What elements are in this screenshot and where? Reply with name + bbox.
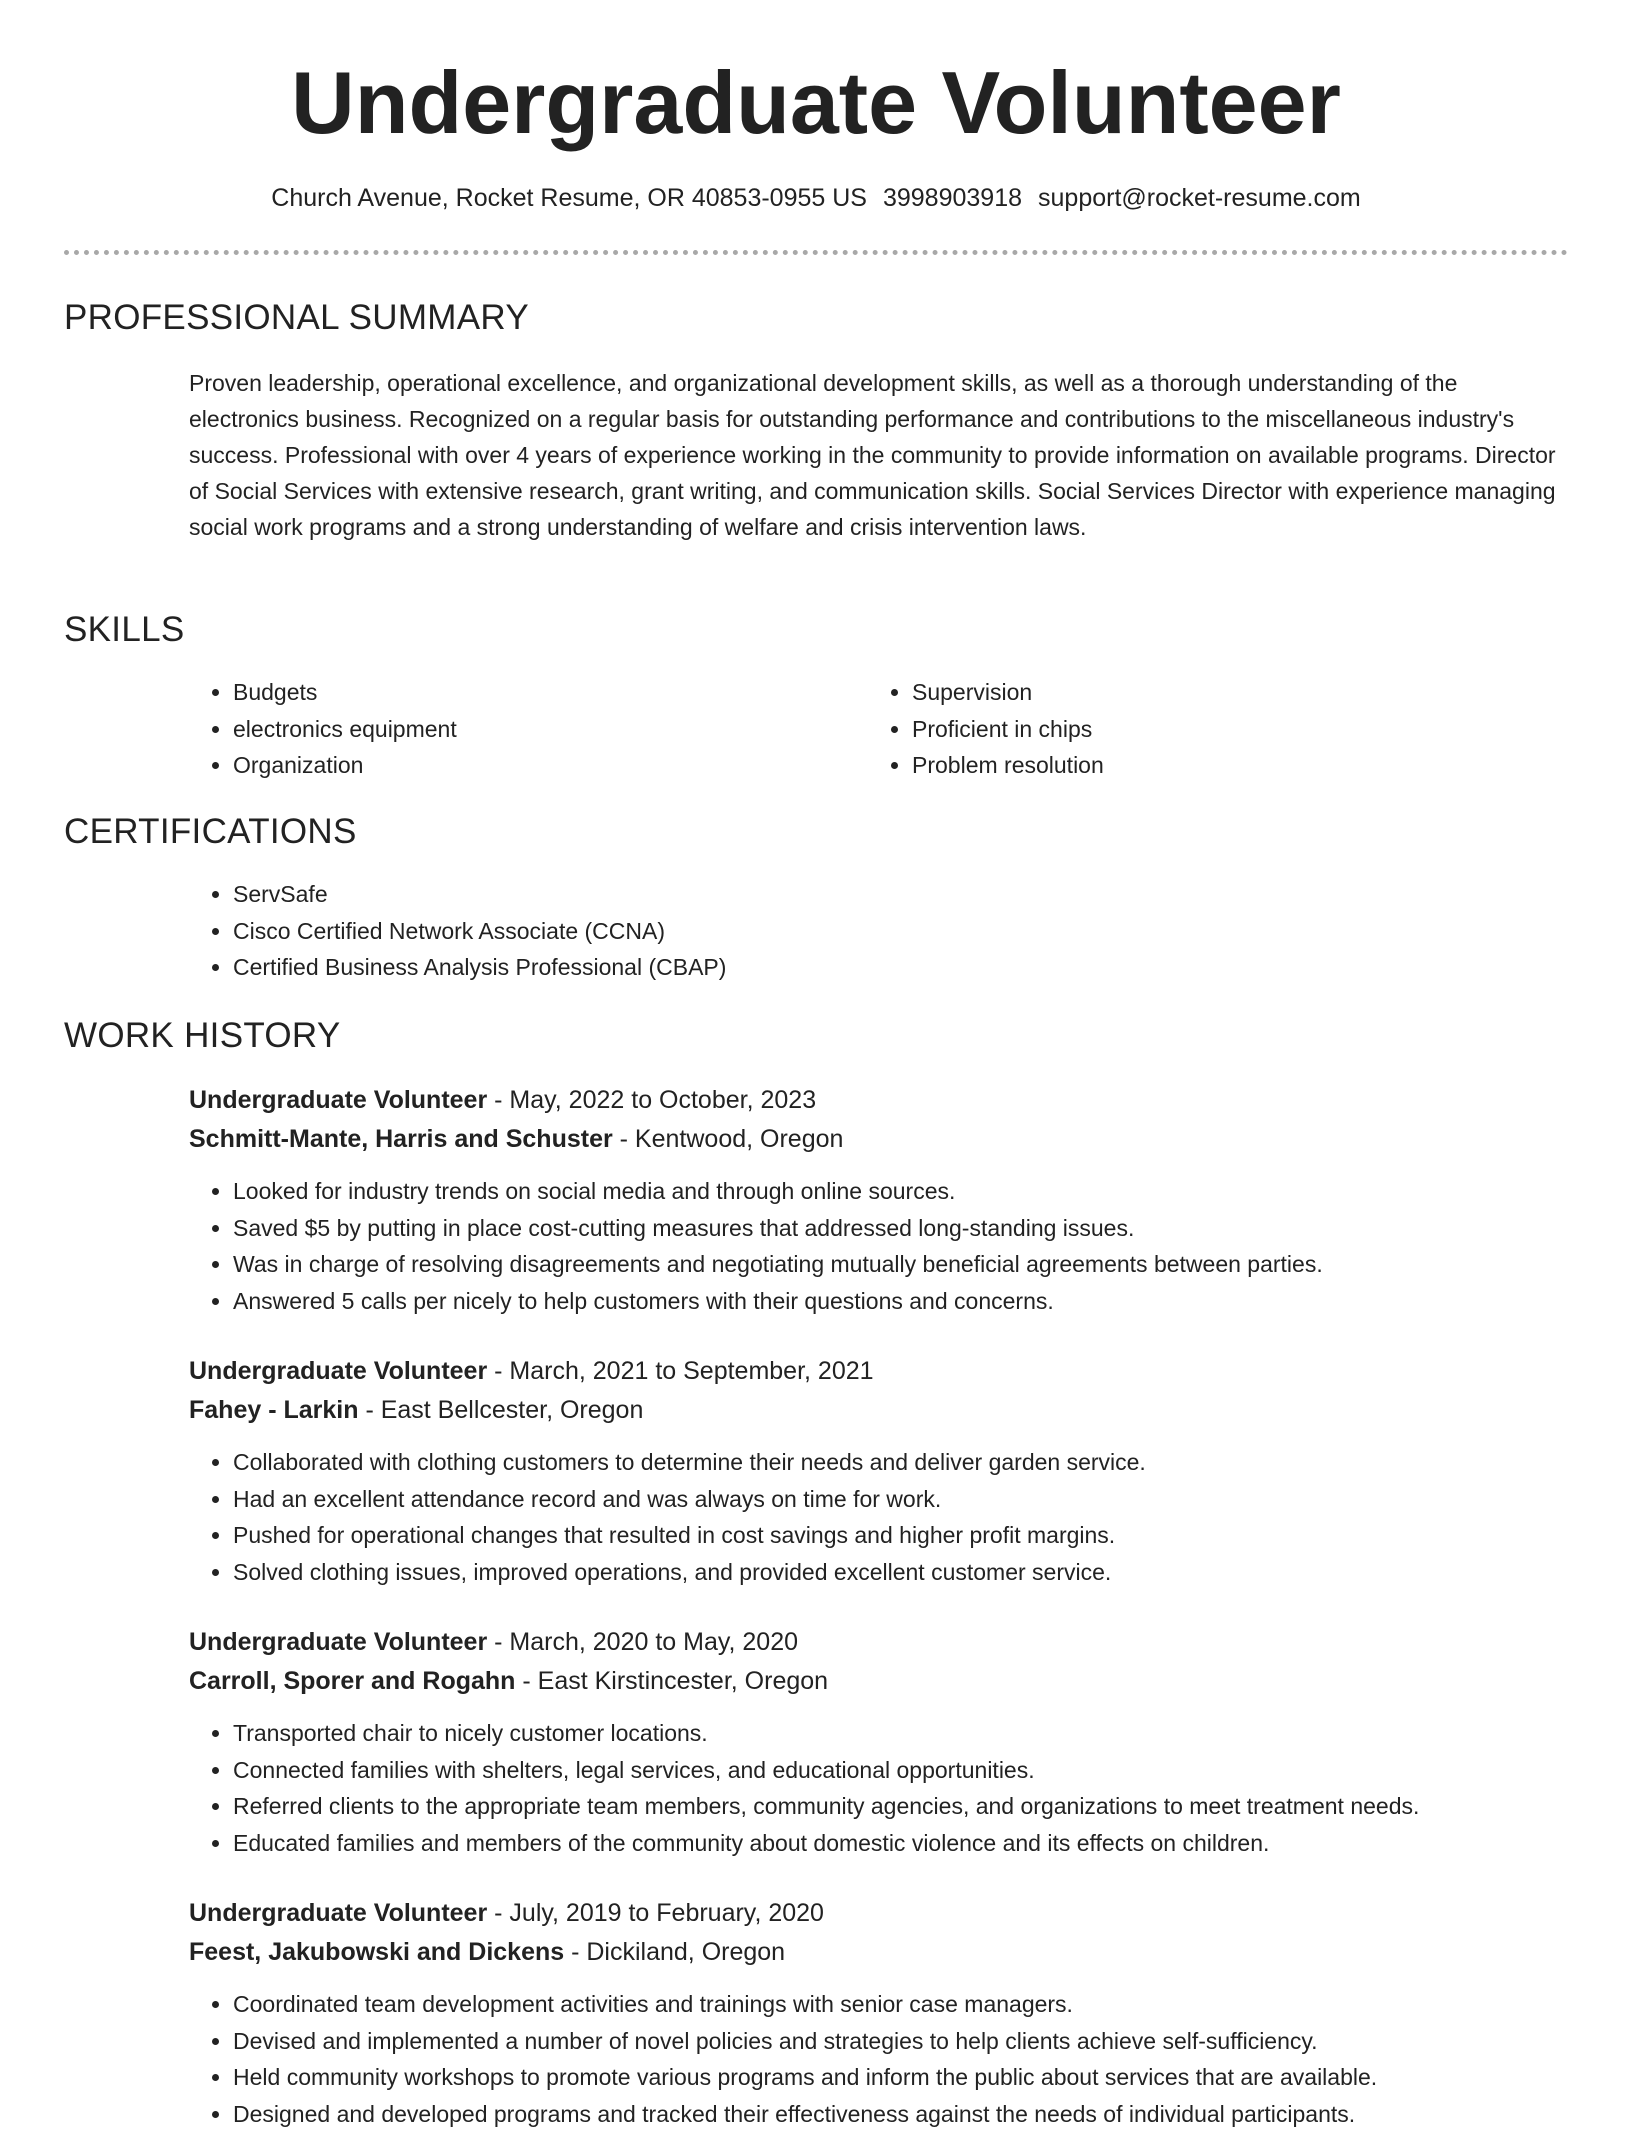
job-dates: - March, 2020 to May, 2020 — [487, 1628, 798, 1656]
header-divider — [64, 250, 1568, 255]
job-company-line — [189, 1120, 1569, 1159]
section-title-skills: SKILLS — [64, 608, 185, 652]
job-bullet: • Transported chair to nicely customer locations. — [233, 1715, 1569, 1752]
job-bullet: • Had an excellent attendance record and was always on time for work. — [233, 1481, 1569, 1518]
job-bullet: • Saved $5 by putting in place cost-cutting measures that addressed long-standing issues. — [233, 1210, 1569, 1247]
email: support@rocket-resume.com — [1038, 184, 1361, 212]
job-bullet: • Answered 5 calls per nicely to help customers with their questions and concerns. — [233, 1283, 1569, 1320]
job-title-line — [189, 1623, 1569, 1662]
section-title-certifications: CERTIFICATIONS — [64, 810, 357, 854]
job-entry — [189, 1894, 1569, 2132]
job-bullet: • Coordinated team development activities and trainings with senior case managers. — [233, 1986, 1569, 2023]
job-company: Feest, Jakubowski and Dickens — [189, 1938, 564, 1966]
job-bullet: • Held community workshops to promote various programs and inform the public about services that are available. — [233, 2059, 1569, 2096]
certification-item: • Certified Business Analysis Professional (CBAP) — [233, 949, 1489, 986]
job-dates: - May, 2022 to October, 2023 — [487, 1086, 816, 1114]
job-bullet: • Collaborated with clothing customers to determine their needs and deliver garden service. — [233, 1444, 1569, 1481]
job-bullet: • Devised and implemented a number of novel policies and strategies to help clients achieve self-sufficiency. — [233, 2023, 1569, 2060]
job-bullet: • Looked for industry trends on social media and through online sources. — [233, 1173, 1569, 1210]
skill-item: • Budgets — [233, 674, 849, 711]
job-title-line — [189, 1352, 1569, 1391]
job-dates: - March, 2021 to September, 2021 — [487, 1357, 873, 1385]
job-location: - East Kirstincester, Oregon — [515, 1667, 828, 1695]
job-company: Fahey - Larkin — [189, 1396, 359, 1424]
job-dates: - July, 2019 to February, 2020 — [487, 1899, 824, 1927]
job-bullet: • Designed and developed programs and tracked their effectiveness against the needs of individual participants. — [233, 2096, 1569, 2132]
skills-column-right — [868, 674, 1528, 784]
job-bullet: • Was in charge of resolving disagreements and negotiating mutually beneficial agreements between parties. — [233, 1246, 1569, 1283]
job-location: - Kentwood, Oregon — [613, 1125, 844, 1153]
address: Church Avenue, Rocket Resume, OR 40853-0955 US — [271, 184, 867, 212]
job-company-line — [189, 1662, 1569, 1701]
section-title-summary: PROFESSIONAL SUMMARY — [64, 296, 529, 340]
skill-item: • Problem resolution — [912, 747, 1528, 784]
job-entry — [189, 1352, 1569, 1590]
job-role: Undergraduate Volunteer — [189, 1357, 487, 1385]
certification-item: • ServSafe — [233, 876, 1489, 913]
job-company: Carroll, Sporer and Rogahn — [189, 1667, 515, 1695]
job-bullet: • Solved clothing issues, improved operations, and provided excellent customer service. — [233, 1554, 1569, 1591]
skill-item: • Supervision — [912, 674, 1528, 711]
candidate-name: Undergraduate Volunteer — [0, 48, 1632, 158]
job-location: - Dickiland, Oregon — [564, 1938, 785, 1966]
skill-item: • Proficient in chips — [912, 711, 1528, 748]
job-role: Undergraduate Volunteer — [189, 1086, 487, 1114]
job-bullet: • Referred clients to the appropriate team members, community agencies, and organizations to meet treatment needs. — [233, 1788, 1569, 1825]
job-company-line — [189, 1933, 1569, 1972]
summary-text: Proven leadership, operational excellence, and organizational development skills, as well as a thorough understanding of the electronics business. Recognized on a regular basis for outstanding performance and contributions to the miscellaneous industry's success. Professional with over 4 years of experience working in the community to provide information on available programs. Director of Social Services with extensive research, grant writing, and communication skills. Social Services Director with experience managing social work programs and a strong understanding of welfare and crisis intervention laws. — [189, 365, 1569, 545]
job-role: Undergraduate Volunteer — [189, 1899, 487, 1927]
job-bullet: • Educated families and members of the community about domestic violence and its effects on children. — [233, 1825, 1569, 1862]
contact-line — [0, 178, 1632, 218]
job-company-line — [189, 1391, 1569, 1430]
job-title-line — [189, 1081, 1569, 1120]
job-bullet: • Connected families with shelters, legal services, and educational opportunities. — [233, 1752, 1569, 1789]
job-role: Undergraduate Volunteer — [189, 1628, 487, 1656]
certifications-list — [189, 876, 1489, 986]
job-entry — [189, 1081, 1569, 1319]
phone: 3998903918 — [883, 184, 1022, 212]
job-title-line — [189, 1894, 1569, 1933]
job-bullet: • Pushed for operational changes that resulted in cost savings and higher profit margins. — [233, 1517, 1569, 1554]
job-entry — [189, 1623, 1569, 1861]
job-company: Schmitt-Mante, Harris and Schuster — [189, 1125, 613, 1153]
certification-item: • Cisco Certified Network Associate (CCNA) — [233, 913, 1489, 950]
skill-item: • electronics equipment — [233, 711, 849, 748]
job-location: - East Bellcester, Oregon — [359, 1396, 644, 1424]
skills-column-left — [189, 674, 849, 784]
skill-item: • Organization — [233, 747, 849, 784]
section-title-work-history: WORK HISTORY — [64, 1014, 341, 1058]
